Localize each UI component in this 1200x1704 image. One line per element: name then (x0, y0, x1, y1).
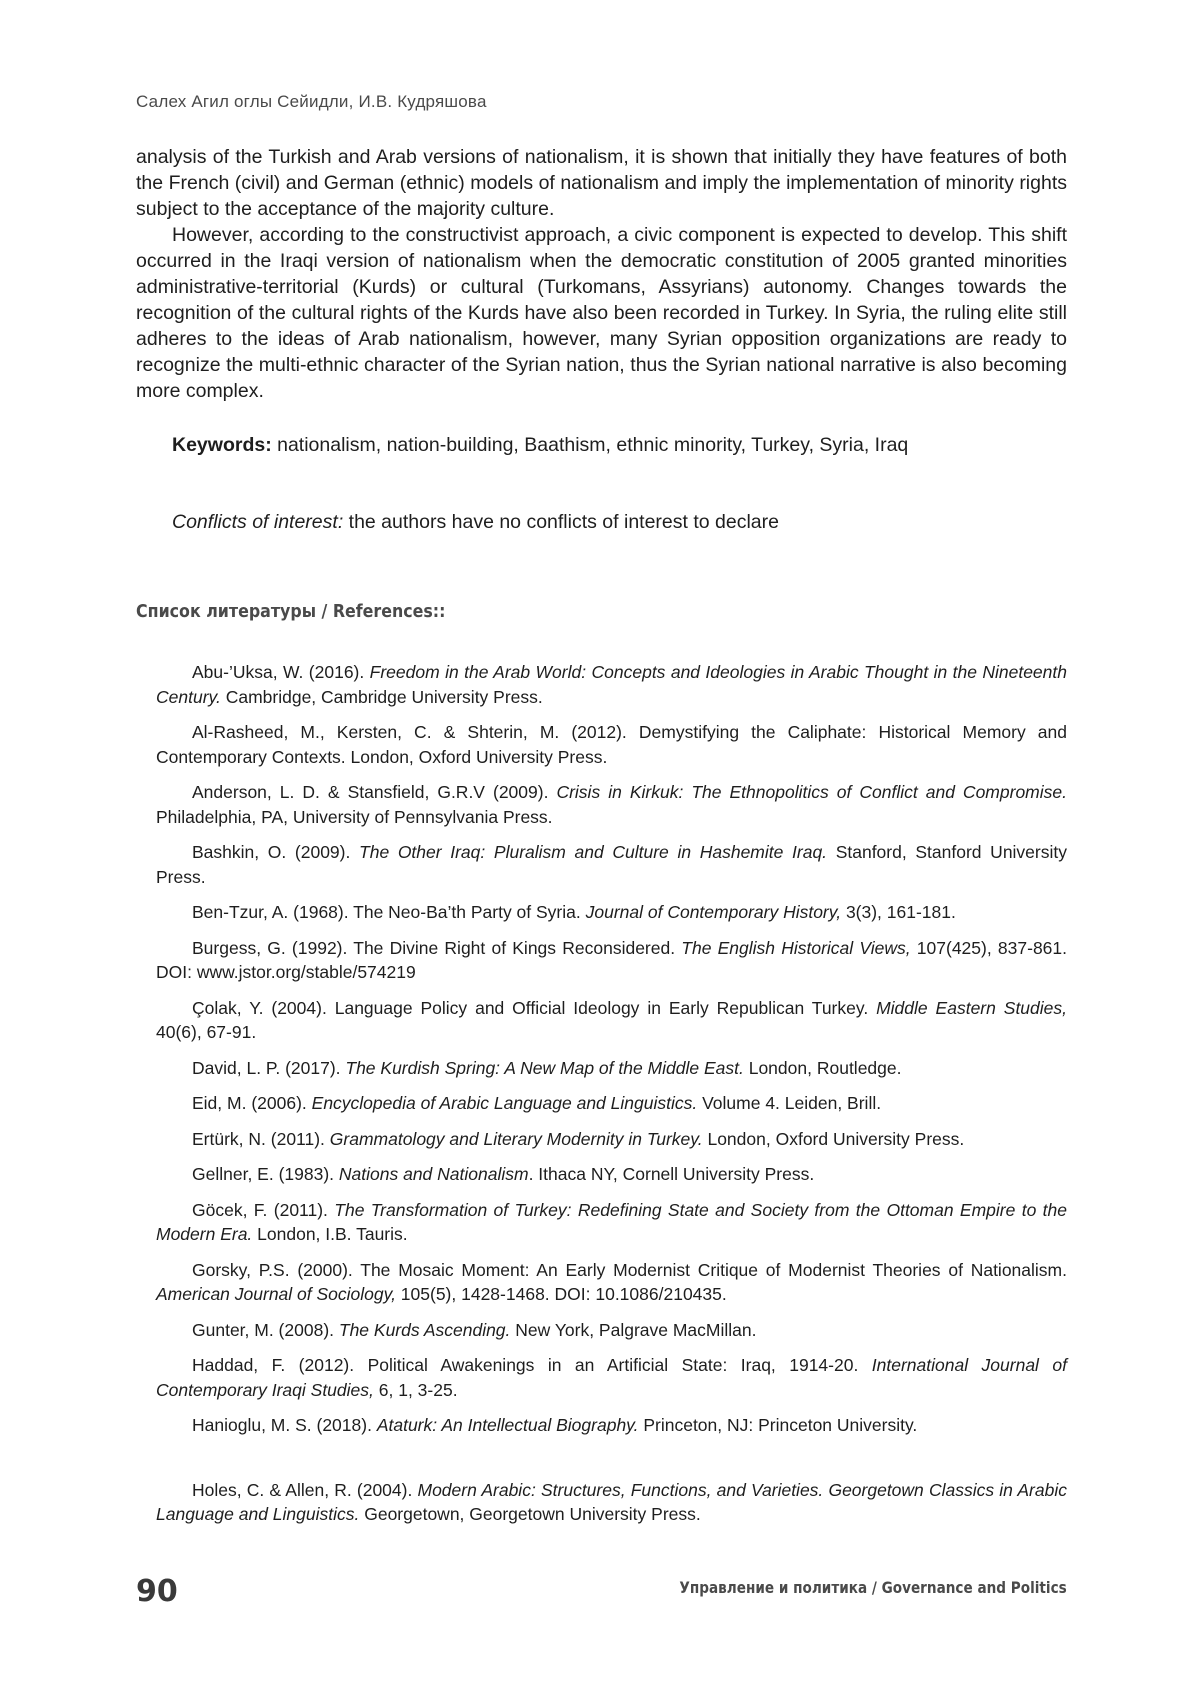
reference-text: Bashkin, O. (2009). (192, 842, 360, 862)
reference-title: The Kurdish Spring: A New Map of the Middle East. (345, 1057, 744, 1078)
reference-title: The Transformation of Turkey: Redefining State and Society from the Ottoman Empire to the Modern Era. (156, 1199, 1068, 1244)
conflicts-of-interest (172, 509, 779, 535)
reference-text: New York, Palgrave MacMillan. (510, 1319, 757, 1340)
conflicts-text: the authors have no conflicts of interest to declare (343, 511, 779, 533)
reference-entry (156, 780, 1067, 829)
reference-text: Çolak, Y. (2004). Language Policy and Official Ideology in Early Republican Turkey. (192, 997, 877, 1018)
reference-text: Philadelphia, PA, University of Pennsylvania Press. (156, 806, 553, 827)
references-list (156, 660, 1067, 1538)
reference-text: Al-Rasheed, M., Kersten, C. & Shterin, M. (2012). Demystifying the Caliphate: Historical Memory and Contemporary Contexts. London, Oxford University Press. (156, 722, 1067, 767)
reference-text: 3(3), 161-181. (841, 902, 956, 922)
reference-text: London, Routledge. (743, 1057, 902, 1078)
reference-title: The Other Iraq: Pluralism and Culture in Hashemite Iraq. (359, 842, 828, 862)
reference-text: David, L. P. (2017). (192, 1057, 346, 1078)
reference-entry (156, 1056, 1067, 1081)
reference-text: Ben-Tzur, A. (1968). The Neo-Ba’th Party of Syria. (192, 902, 586, 922)
reference-entry (156, 720, 1067, 769)
reference-text: Gellner, E. (1983). (192, 1164, 339, 1184)
reference-entry (156, 1198, 1067, 1247)
reference-text: Ertürk, N. (2011). (192, 1128, 330, 1149)
conflicts-label: Conflicts of interest: (172, 511, 344, 533)
reference-title: Crisis in Kirkuk: The Ethnopolitics of Conflict and Compromise. (556, 782, 1067, 802)
reference-entry (156, 1162, 1067, 1187)
reference-entry (156, 1353, 1067, 1402)
reference-text: Haddad, F. (2012). Political Awakenings in an Artificial State: Iraq, 1914-20. (192, 1355, 872, 1375)
reference-text: 107(425), 837-861. DOI: www.jstor.org/stable/574219 (156, 937, 1067, 982)
reference-title: Journal of Contemporary History, (585, 902, 842, 922)
reference-text: 6, 1, 3-25. (373, 1379, 458, 1400)
reference-entry (156, 1127, 1067, 1152)
abstract-paragraph: analysis of the Turkish and Arab versions of nationalism, it is shown that initially they have features of both the French (civil) and German (ethnic) models of nationalism and imply the implementation of minority rights subject to the acceptance of the majority culture. (136, 146, 1067, 220)
keywords (172, 432, 908, 458)
reference-title: The Kurds Ascending. (338, 1319, 511, 1340)
reference-text: 40(6), 67-91. (156, 1022, 257, 1042)
reference-title: Freedom in the Arab World: Concepts and Ideologies in Arabic Thought in the Nineteenth Century. (156, 662, 1067, 707)
reference-title: American Journal of Sociology, (156, 1284, 396, 1304)
reference-title: Grammatology and Literary Modernity in Turkey. (329, 1128, 703, 1149)
reference-entry (156, 900, 1067, 925)
keywords-label: Keywords: (172, 434, 272, 456)
reference-entry (156, 996, 1067, 1045)
reference-text: Göcek, F. (2011). (192, 1199, 335, 1220)
reference-text: Hanioglu, M. S. (2018). (192, 1415, 377, 1435)
reference-title: Ataturk: An Intellectual Biography. (376, 1415, 639, 1435)
reference-entry (156, 1318, 1067, 1343)
reference-text: Gorsky, P.S. (2000). The Mosaic Moment: An Early Modernist Critique of Modernist Theories of Nationalism. (192, 1259, 1067, 1280)
reference-entry (156, 1258, 1067, 1307)
abstract-paragraph: However, according to the constructivist approach, a civic component is expected to develop. This shift occurred in the Iraqi version of nationalism when the democratic constitution of 2005 granted minorities administrative-territorial (Kurds) or cultural (Turkomans, Assyrians) autonomy. Changes towards the recognition of the cultural rights of the Kurds have also been recorded in Turkey. In Syria, the ruling elite still adheres to the ideas of Arab nationalism, however, many Syrian opposition organizations are ready to recognize the multi-ethnic character of the Syrian nation, thus the Syrian national narrative is also becoming more complex. (136, 224, 1067, 402)
reference-text: Abu-’Uksa, W. (2016). (192, 662, 370, 682)
reference-entry (156, 936, 1067, 985)
reference-title: Middle Eastern Studies, (876, 997, 1067, 1018)
journal-name: Управление и политика / Governance and Politics (679, 1578, 1067, 1597)
reference-text: Cambridge, Cambridge University Press. (220, 686, 543, 707)
abstract (136, 144, 1067, 404)
page-number: 90 (136, 1574, 178, 1609)
reference-text: Volume 4. Leiden, Brill. (697, 1093, 882, 1113)
reference-text: Burgess, G. (1992). The Divine Right of Kings Reconsidered. (192, 937, 682, 958)
reference-text: Holes, C. & Allen, R. (2004). (192, 1479, 418, 1500)
reference-entry (156, 840, 1067, 889)
reference-text: Georgetown, Georgetown University Press. (359, 1504, 701, 1524)
reference-text: Gunter, M. (2008). (192, 1319, 339, 1340)
reference-title: The English Historical Views, (681, 937, 911, 958)
reference-text: London, Oxford University Press. (702, 1128, 965, 1149)
reference-text: Anderson, L. D. & Stansfield, G.R.V (2009). (192, 782, 557, 802)
reference-entry (156, 660, 1067, 709)
reference-text: London, I.B. Tauris. (252, 1224, 408, 1244)
reference-entry (156, 1091, 1067, 1116)
reference-text: Princeton, NJ: Princeton University. (638, 1415, 918, 1435)
reference-text: Eid, M. (2006). (192, 1093, 312, 1113)
reference-text: 105(5), 1428-1468. DOI: 10.1086/210435. (395, 1284, 727, 1304)
references-heading: Список литературы / References:: (136, 601, 446, 622)
reference-entry (156, 1478, 1067, 1527)
reference-title: Modern Arabic: Structures, Functions, and Varieties. Georgetown Classics in Arabic Language and Linguistics. (156, 1479, 1067, 1524)
reference-title: Encyclopedia of Arabic Language and Linguistics. (311, 1093, 698, 1113)
keywords-text: nationalism, nation-building, Baathism, ethnic minority, Turkey, Syria, Iraq (271, 434, 909, 456)
reference-entry (156, 1413, 1067, 1438)
reference-title: Nations and Nationalism (338, 1164, 529, 1184)
reference-title: International Journal of Contemporary Iraqi Studies, (156, 1355, 1067, 1400)
running-head: Салех Агил оглы Сейидли, И.В. Кудряшова (136, 92, 487, 111)
reference-text: . Ithaca NY, Cornell University Press. (528, 1164, 815, 1184)
reference-text: Stanford, Stanford University Press. (156, 842, 1067, 887)
